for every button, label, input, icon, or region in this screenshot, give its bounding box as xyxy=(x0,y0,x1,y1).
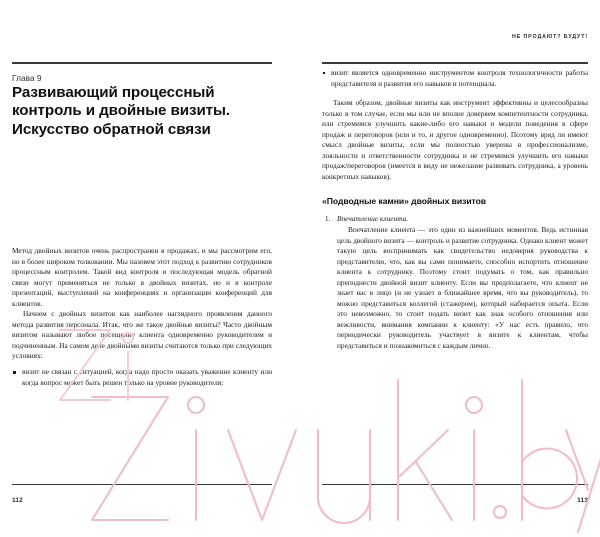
left-page-top-rule xyxy=(12,62,272,64)
list-item xyxy=(322,68,588,89)
paragraph: Метод двойных визитов очень распространен в продажах, и мы рассмотрим его, но в более широком толковании. Мы назовем этот подход к развитию сотрудников процессным контролем. Такой вид контроля и последующая модель обратной связи могут применяться не только в двойных визитах, но и в контроле презентаций, выступлений на конференциях и организации конференций для клиентов. xyxy=(12,246,272,308)
right-page-body xyxy=(322,68,588,352)
page-number-right: 113 xyxy=(577,497,588,504)
bullet-list xyxy=(322,68,588,89)
right-page-top-rule xyxy=(322,62,588,64)
bullet-list xyxy=(12,367,272,388)
chapter-label: Глава 9 xyxy=(12,74,42,83)
paragraph: Начнем с двойных визитов как наиболее наглядного проявления данного метода развития персонала. Итак, что же такое двойные визиты? Часто двойным визитом называют любое посещение клиента одновременно руководителем и подчиненным. На самом деле двойными визиты считаются только при следующих условиях: xyxy=(12,309,272,361)
page-number-left: 112 xyxy=(12,497,23,504)
list-item-text: Впечатление клиента — это один из важнейших моментов. Ведь истинная цель двойного визита — контроль и развитие сотрудника. Однако клиент может такую цель воспринимать как свидетельство недоверия руководства к представителю, что, как вы сами понимаете, способно испортить отношение клиента к сотруднику. Поэтому стоит подумать о том, как правильно преподнести двойной визит клиенту. Если вы предполагаете, что клиент не знает вас в лицо (и не узнает в ближайшее время, что вы руководитель), то можно представиться коллегой (стажером), который набирается опыта. Если это невозможно, то стоит подать визит как знак особого отношения или вежливости, внимания компании к клиенту: «У нас есть правило, что периодически руководитель участвует в визите к клиентам, чтобы представиться и познакомиться с каждым лично. xyxy=(337,225,588,351)
right-page xyxy=(300,0,600,537)
right-page-bottom-rule xyxy=(322,484,588,485)
list-item xyxy=(12,367,272,388)
running-header: НЕ ПРОДАЮТ? БУДУТ! xyxy=(511,34,588,40)
list-item xyxy=(337,214,588,351)
spacer xyxy=(322,89,588,98)
list-item-text: визит является одновременно инструментом контроля технологичности работы представителя и развития его навыков и потенциала. xyxy=(331,68,588,88)
list-item-text: визит не связан с ситуацией, когда надо просто оказать уважение клиенту или когда вопрос может быть решен только на уровне руководителя; xyxy=(22,367,272,387)
chapter-title: Развивающий процессный контроль и двойные визиты. Искусство обратной связи xyxy=(12,84,231,138)
square-bullet-icon xyxy=(13,371,16,374)
square-bullet-icon xyxy=(323,72,325,74)
paragraph: Таким образом, двойные визиты как инструмент эффективны и целесообразны только в том случае, если мы или не вполне доверяем компетентности сотрудника, или стремимся улучшить какие-либо его навыки и модели поведения в сфере продаж и переговоров (или и то, и другое одновременно). Поэтому вряд ли имеют смысл двойные визиты, если мы полностью уверены в профессионализме, лояльности и ответственности сотрудника и не стремимся улучшить его навыки продаж/переговоров (имеется в виду не нежелание развивать сотрудника, а уровень конкретных навыков). xyxy=(322,98,588,181)
list-item-title: Впечатление клиента. xyxy=(337,214,409,224)
numbered-list xyxy=(322,214,588,351)
left-page-body xyxy=(12,246,272,390)
section-subheading: «Подводные камни» двойных визитов xyxy=(322,196,487,207)
left-page-bottom-rule xyxy=(12,484,272,485)
